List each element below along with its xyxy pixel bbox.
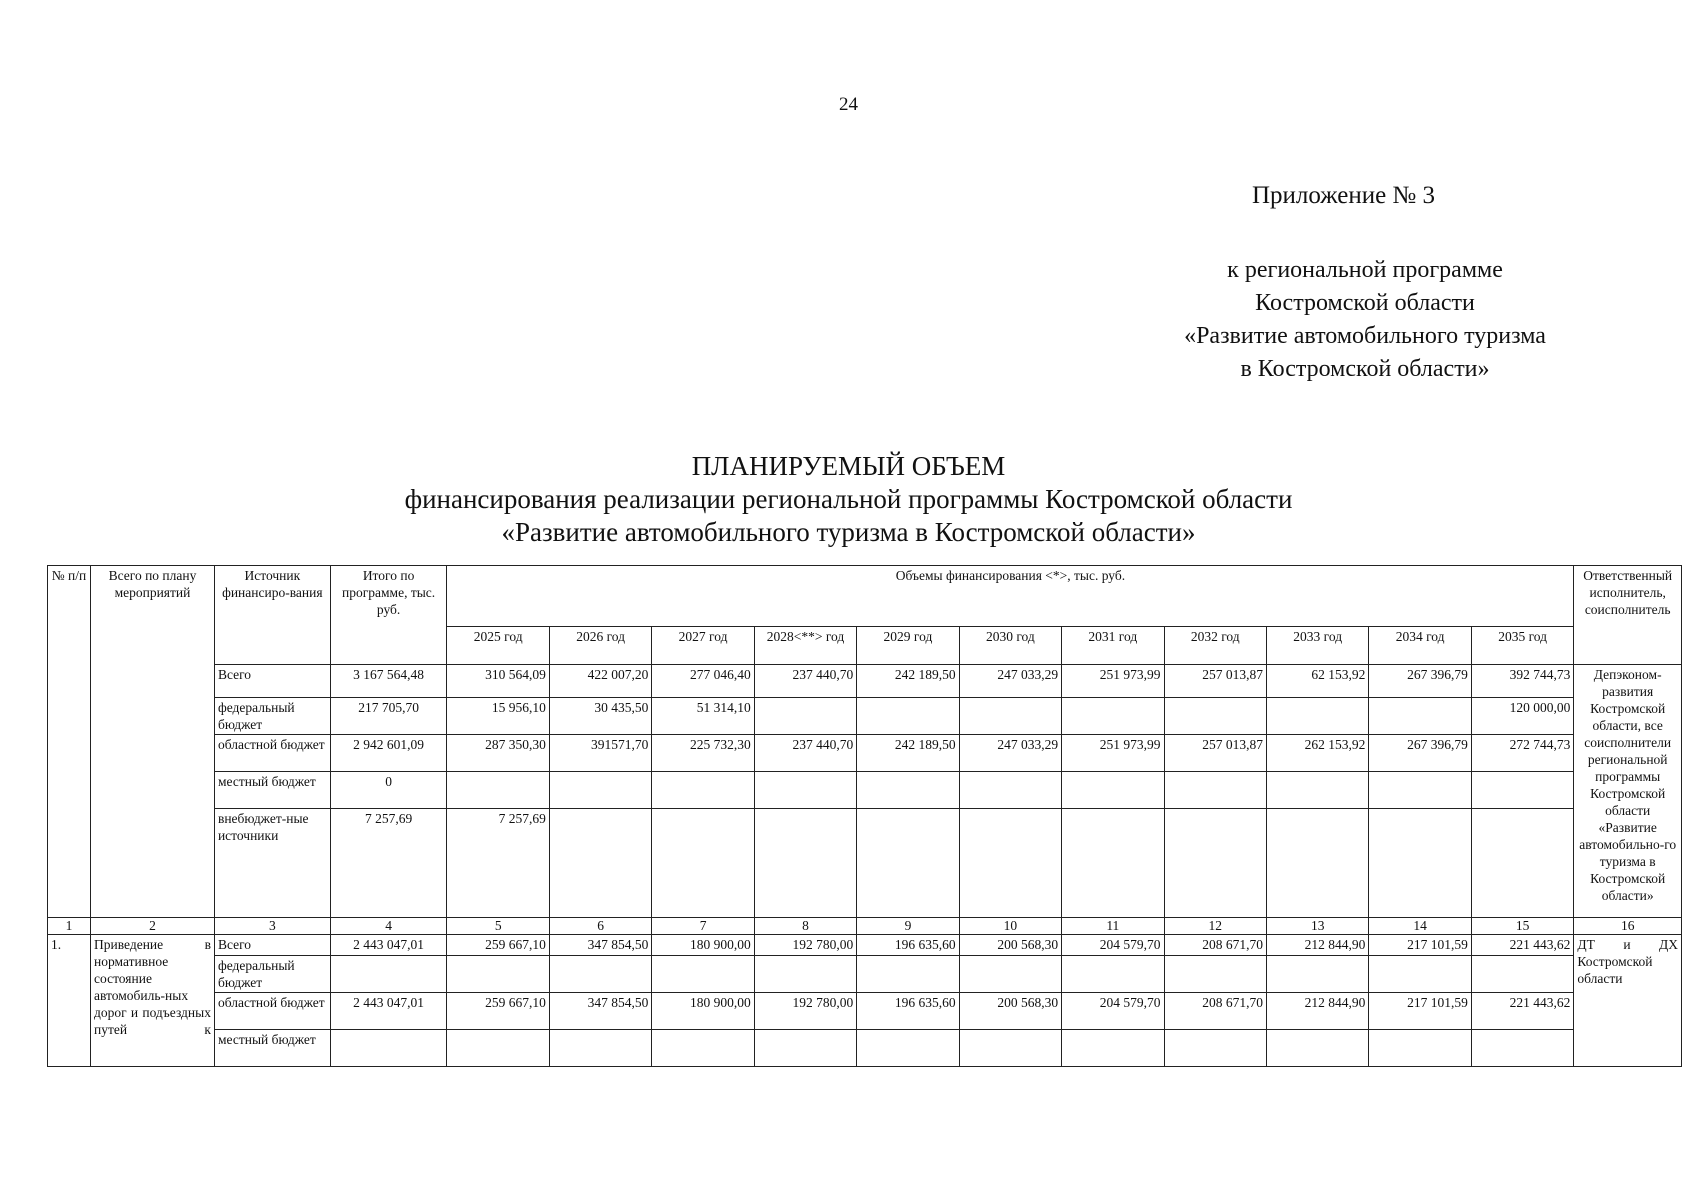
year-value-cell: 196 635,60: [857, 993, 959, 1030]
source-cell: областной бюджет: [214, 735, 330, 772]
item-row: [48, 935, 1682, 956]
title-line: «Развитие автомобильного туризма в Костромской области»: [501, 517, 1196, 547]
year-value-cell: [1062, 956, 1164, 993]
column-number-cell: 5: [447, 918, 549, 935]
year-value-cell: 15 956,10: [447, 698, 549, 735]
item-row: [48, 956, 1682, 993]
appendix-line: в Костромской области»: [1240, 356, 1490, 382]
year-value-cell: 287 350,30: [447, 735, 549, 772]
year-value-cell: [1164, 698, 1266, 735]
year-value-cell: 217 101,59: [1369, 935, 1471, 956]
year-value-cell: 257 013,87: [1164, 735, 1266, 772]
year-value-cell: 180 900,00: [652, 935, 754, 956]
year-value-cell: [959, 698, 1061, 735]
total-cell: 3 167 564,48: [330, 665, 447, 698]
source-cell: местный бюджет: [214, 1030, 330, 1067]
header-year: 2031 год: [1062, 627, 1164, 665]
appendix-label: Приложение № 3: [1252, 182, 1436, 209]
source-cell: внебюджет-ные источники: [214, 809, 330, 918]
page-number: 24: [839, 94, 858, 115]
year-value-cell: [1369, 956, 1471, 993]
year-value-cell: 347 854,50: [549, 993, 651, 1030]
total-cell: [330, 956, 447, 993]
title-line: финансирования реализации региональной программы Костромской области: [404, 484, 1293, 514]
year-value-cell: [1164, 772, 1266, 809]
year-value-cell: [1266, 772, 1368, 809]
year-value-cell: 212 844,90: [1266, 935, 1368, 956]
year-value-cell: 242 189,50: [857, 735, 959, 772]
year-value-cell: 7 257,69: [447, 809, 549, 918]
year-value-cell: [959, 956, 1061, 993]
year-value-cell: 247 033,29: [959, 665, 1061, 698]
header-responsible: Ответственный исполнитель, соисполнитель: [1574, 566, 1682, 665]
appendix-line: «Развитие автомобильного туризма: [1184, 323, 1546, 349]
source-cell: федеральный бюджет: [214, 698, 330, 735]
year-value-cell: 242 189,50: [857, 665, 959, 698]
total-cell: 2 443 047,01: [330, 935, 447, 956]
year-value-cell: 192 780,00: [754, 993, 856, 1030]
year-value-cell: [857, 698, 959, 735]
year-value-cell: [652, 956, 754, 993]
source-cell: федеральный бюджет: [214, 956, 330, 993]
column-number-cell: 8: [754, 918, 856, 935]
year-value-cell: 200 568,30: [959, 993, 1061, 1030]
year-value-cell: 208 671,70: [1164, 993, 1266, 1030]
year-value-cell: 257 013,87: [1164, 665, 1266, 698]
header-plan-total: Всего по плану мероприятий: [91, 566, 215, 918]
year-value-cell: [959, 772, 1061, 809]
year-value-cell: 391571,70: [549, 735, 651, 772]
summary-row: [48, 698, 1682, 735]
source-cell: Всего: [214, 665, 330, 698]
year-value-cell: [754, 772, 856, 809]
year-value-cell: [1471, 809, 1574, 918]
appendix-line: к региональной программе: [1227, 257, 1503, 283]
item-responsible-cell: ДТ и ДХ Костромской области: [1574, 935, 1682, 1067]
year-value-cell: 237 440,70: [754, 735, 856, 772]
year-value-cell: 208 671,70: [1164, 935, 1266, 956]
year-value-cell: 267 396,79: [1369, 735, 1471, 772]
year-value-cell: [1369, 1030, 1471, 1067]
year-value-cell: 259 667,10: [447, 935, 549, 956]
year-value-cell: 251 973,99: [1062, 735, 1164, 772]
year-value-cell: [447, 1030, 549, 1067]
financing-table: [47, 565, 1682, 1067]
year-value-cell: 180 900,00: [652, 993, 754, 1030]
year-value-cell: 347 854,50: [549, 935, 651, 956]
column-number-cell: 15: [1471, 918, 1574, 935]
appendix-reference: [1130, 254, 1600, 386]
summary-row: [48, 809, 1682, 918]
header-year: 2026 год: [549, 627, 651, 665]
year-value-cell: [754, 956, 856, 993]
year-value-cell: 217 101,59: [1369, 993, 1471, 1030]
year-value-cell: [1164, 1030, 1266, 1067]
title-line: ПЛАНИРУЕМЫЙ ОБЪЕМ: [691, 451, 1006, 481]
year-value-cell: 225 732,30: [652, 735, 754, 772]
document-title: [0, 450, 1697, 549]
year-value-cell: [1266, 698, 1368, 735]
header-row: [48, 566, 1682, 627]
year-value-cell: [857, 809, 959, 918]
year-value-cell: [549, 809, 651, 918]
year-value-cell: 196 635,60: [857, 935, 959, 956]
year-value-cell: 62 153,92: [1266, 665, 1368, 698]
year-value-cell: [857, 956, 959, 993]
column-numbers-row: [48, 918, 1682, 935]
total-cell: [330, 1030, 447, 1067]
year-value-cell: 30 435,50: [549, 698, 651, 735]
year-value-cell: [652, 1030, 754, 1067]
year-value-cell: 51 314,10: [652, 698, 754, 735]
column-number-cell: 1: [48, 918, 91, 935]
total-cell: 217 705,70: [330, 698, 447, 735]
year-value-cell: [1369, 772, 1471, 809]
column-number-cell: 9: [857, 918, 959, 935]
year-value-cell: [549, 956, 651, 993]
year-value-cell: [959, 1030, 1061, 1067]
year-value-cell: 192 780,00: [754, 935, 856, 956]
header-year: 2028<**> год: [754, 627, 856, 665]
total-cell: 2 942 601,09: [330, 735, 447, 772]
year-value-cell: [549, 1030, 651, 1067]
item-num-cell: 1.: [48, 935, 91, 1067]
year-value-cell: 259 667,10: [447, 993, 549, 1030]
year-value-cell: [1266, 809, 1368, 918]
total-cell: 0: [330, 772, 447, 809]
total-cell: 7 257,69: [330, 809, 447, 918]
year-value-cell: 392 744,73: [1471, 665, 1574, 698]
column-number-cell: 11: [1062, 918, 1164, 935]
year-value-cell: [1266, 956, 1368, 993]
year-value-cell: [1471, 1030, 1574, 1067]
column-number-cell: 2: [91, 918, 215, 935]
header-source: Источник финансиро-вания: [214, 566, 330, 665]
year-value-cell: [1369, 809, 1471, 918]
total-cell: 2 443 047,01: [330, 993, 447, 1030]
year-value-cell: [1266, 1030, 1368, 1067]
header-year: 2035 год: [1471, 627, 1574, 665]
summary-row: [48, 772, 1682, 809]
year-value-cell: 310 564,09: [447, 665, 549, 698]
year-value-cell: 221 443,62: [1471, 935, 1574, 956]
header-volumes: Объемы финансирования <*>, тыс. руб.: [447, 566, 1574, 627]
year-value-cell: [549, 772, 651, 809]
year-value-cell: [1062, 1030, 1164, 1067]
column-number-cell: 4: [330, 918, 447, 935]
year-value-cell: [959, 809, 1061, 918]
column-number-cell: 10: [959, 918, 1061, 935]
year-value-cell: [1164, 956, 1266, 993]
year-value-cell: 262 153,92: [1266, 735, 1368, 772]
year-value-cell: 221 443,62: [1471, 993, 1574, 1030]
item-row: [48, 993, 1682, 1030]
year-value-cell: [754, 698, 856, 735]
header-year: 2034 год: [1369, 627, 1471, 665]
header-year: 2029 год: [857, 627, 959, 665]
year-value-cell: [652, 809, 754, 918]
year-value-cell: [1062, 698, 1164, 735]
year-value-cell: 267 396,79: [1369, 665, 1471, 698]
year-value-cell: 237 440,70: [754, 665, 856, 698]
column-number-cell: 13: [1266, 918, 1368, 935]
year-value-cell: 422 007,20: [549, 665, 651, 698]
year-value-cell: [1369, 698, 1471, 735]
year-value-cell: [857, 772, 959, 809]
year-value-cell: [857, 1030, 959, 1067]
year-value-cell: [1471, 956, 1574, 993]
header-year: 2032 год: [1164, 627, 1266, 665]
year-value-cell: [447, 956, 549, 993]
year-value-cell: 120 000,00: [1471, 698, 1574, 735]
year-value-cell: [1471, 772, 1574, 809]
year-value-cell: [1164, 809, 1266, 918]
header-year: 2027 год: [652, 627, 754, 665]
column-number-cell: 6: [549, 918, 651, 935]
header-year: 2033 год: [1266, 627, 1368, 665]
header-total: Итого по программе, тыс. руб.: [330, 566, 447, 665]
source-cell: областной бюджет: [214, 993, 330, 1030]
year-value-cell: 247 033,29: [959, 735, 1061, 772]
year-value-cell: [652, 772, 754, 809]
year-value-cell: 251 973,99: [1062, 665, 1164, 698]
source-cell: Всего: [214, 935, 330, 956]
year-value-cell: [447, 772, 549, 809]
header-year: 2025 год: [447, 627, 549, 665]
year-value-cell: [1062, 809, 1164, 918]
year-value-cell: [754, 1030, 856, 1067]
year-value-cell: 277 046,40: [652, 665, 754, 698]
year-value-cell: 204 579,70: [1062, 935, 1164, 956]
year-value-cell: 212 844,90: [1266, 993, 1368, 1030]
item-row: [48, 1030, 1682, 1067]
item-name-cell: Приведение в нормативное состояние автомобиль-ных дорог и подъездных путей к: [91, 935, 215, 1067]
year-value-cell: [1062, 772, 1164, 809]
summary-row: [48, 735, 1682, 772]
year-value-cell: 204 579,70: [1062, 993, 1164, 1030]
column-number-cell: 16: [1574, 918, 1682, 935]
column-number-cell: 14: [1369, 918, 1471, 935]
summary-responsible-cell: Депэконом-развития Костромской области, все соисполнители региональной программы Костромской области «Развитие автомобильно-го туризма в Костромской области»: [1574, 665, 1682, 918]
header-num: № п/п: [48, 566, 91, 918]
column-number-cell: 3: [214, 918, 330, 935]
header-year: 2030 год: [959, 627, 1061, 665]
summary-row: [48, 665, 1682, 698]
column-number-cell: 7: [652, 918, 754, 935]
source-cell: местный бюджет: [214, 772, 330, 809]
column-number-cell: 12: [1164, 918, 1266, 935]
appendix-line: Костромской области: [1255, 290, 1475, 316]
year-value-cell: 272 744,73: [1471, 735, 1574, 772]
year-value-cell: [754, 809, 856, 918]
year-value-cell: 200 568,30: [959, 935, 1061, 956]
